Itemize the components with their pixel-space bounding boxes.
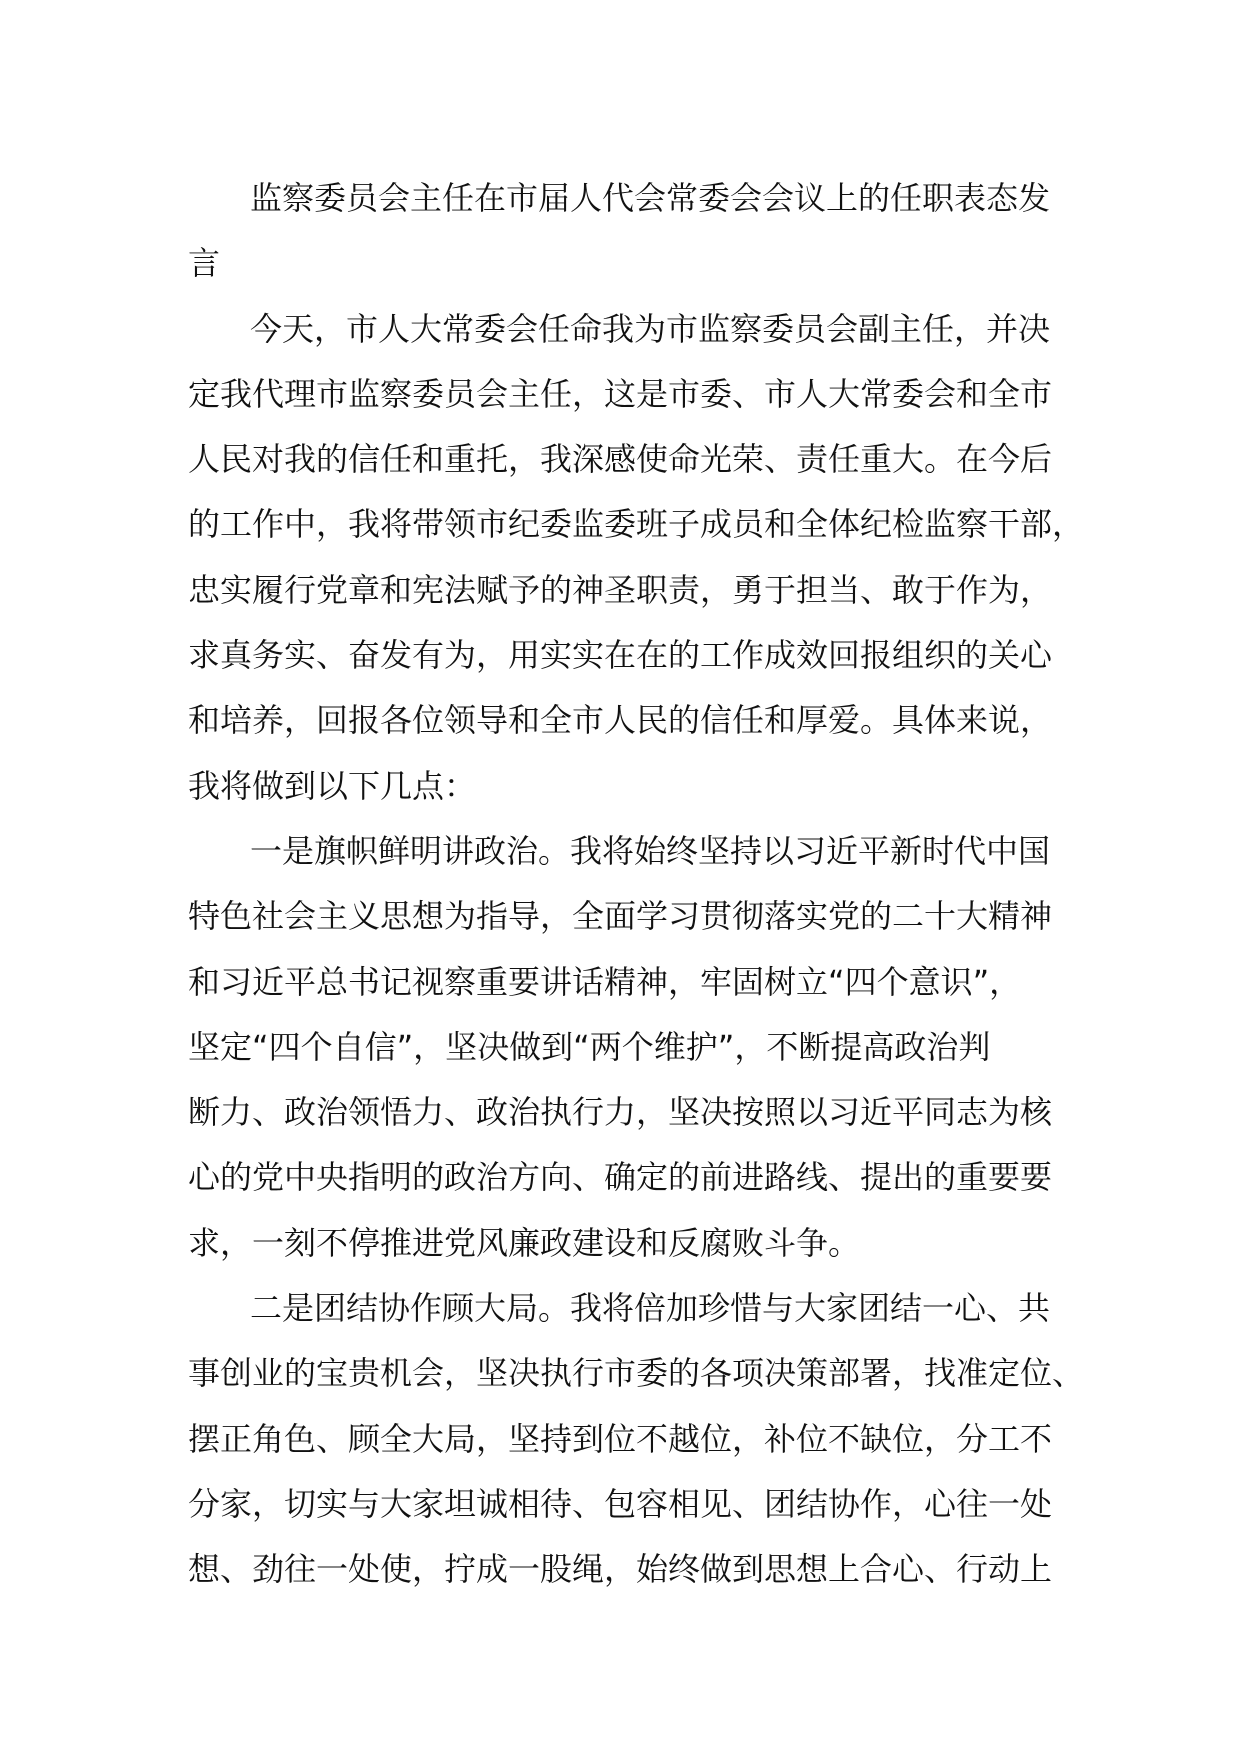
paragraph-line: 定我代理市监察委员会主任，这是市委、市人大常委会和全市 xyxy=(188,374,1053,413)
paragraph-line: 分家，切实与大家坦诚相待、包容相见、团结协作，心往一处 xyxy=(188,1484,1053,1523)
paragraph-line: 心的党中央指明的政治方向、确定的前进路线、提出的重要要 xyxy=(188,1158,1053,1197)
paragraph-line: 今天，市人大常委会任命我为市监察委员会副主任，并决 xyxy=(250,309,1051,348)
paragraph-line: 事创业的宝贵机会，坚决执行市委的各项决策部署，找准定位、 xyxy=(188,1354,1085,1393)
paragraph-point-one xyxy=(188,819,1108,1276)
paragraph-intro xyxy=(188,297,1108,819)
paragraph-line: 一是旗帜鲜明讲政治。我将始终坚持以习近平新时代中国 xyxy=(250,831,1051,870)
paragraph-line: 摆正角色、顾全大局，坚持到位不越位，补位不缺位，分工不 xyxy=(188,1419,1053,1458)
paragraph-line: 二是团结协作顾大局。我将倍加珍惜与大家团结一心、共 xyxy=(250,1289,1051,1328)
paragraph-line: 我将做到以下几点： xyxy=(188,766,477,805)
document-text xyxy=(188,166,1108,1603)
title-line: 言 xyxy=(188,244,221,283)
paragraph-line: 人民对我的信任和重托，我深感使命光荣、责任重大。在今后 xyxy=(188,440,1053,479)
paragraph-line: 的工作中，我将带领市纪委监委班子成员和全体纪检监察干部， xyxy=(188,505,1085,544)
paragraph-line: 特色社会主义思想为指导，全面学习贯彻落实党的二十大精神 xyxy=(188,897,1053,936)
document-title xyxy=(188,166,1108,297)
paragraph-line: 求真务实、奋发有为，用实实在在的工作成效回报组织的关心 xyxy=(188,636,1053,675)
paragraph-line: 断力、政治领悟力、政治执行力，坚决按照以习近平同志为核 xyxy=(188,1093,1053,1132)
paragraph-line: 和培养，回报各位领导和全市人民的信任和厚爱。具体来说， xyxy=(188,701,1053,740)
paragraph-line: 坚定“四个自信”，坚决做到“两个维护”，不断提高政治判 xyxy=(188,1027,991,1066)
paragraph-point-two xyxy=(188,1276,1108,1602)
title-line: 监察委员会主任在市届人代会常委会会议上的任职表态发 xyxy=(250,179,1051,217)
paragraph-line: 求，一刻不停推进党风廉政建设和反腐败斗争。 xyxy=(188,1223,861,1262)
paragraph-line: 忠实履行党章和宪法赋予的神圣职责，勇于担当、敢于作为， xyxy=(188,570,1053,609)
paragraph-line: 想、劲往一处使，拧成一股绳，始终做到思想上合心、行动上 xyxy=(188,1550,1053,1589)
paragraph-line: 和习近平总书记视察重要讲话精神，牢固树立“四个意识”， xyxy=(188,962,1022,1001)
